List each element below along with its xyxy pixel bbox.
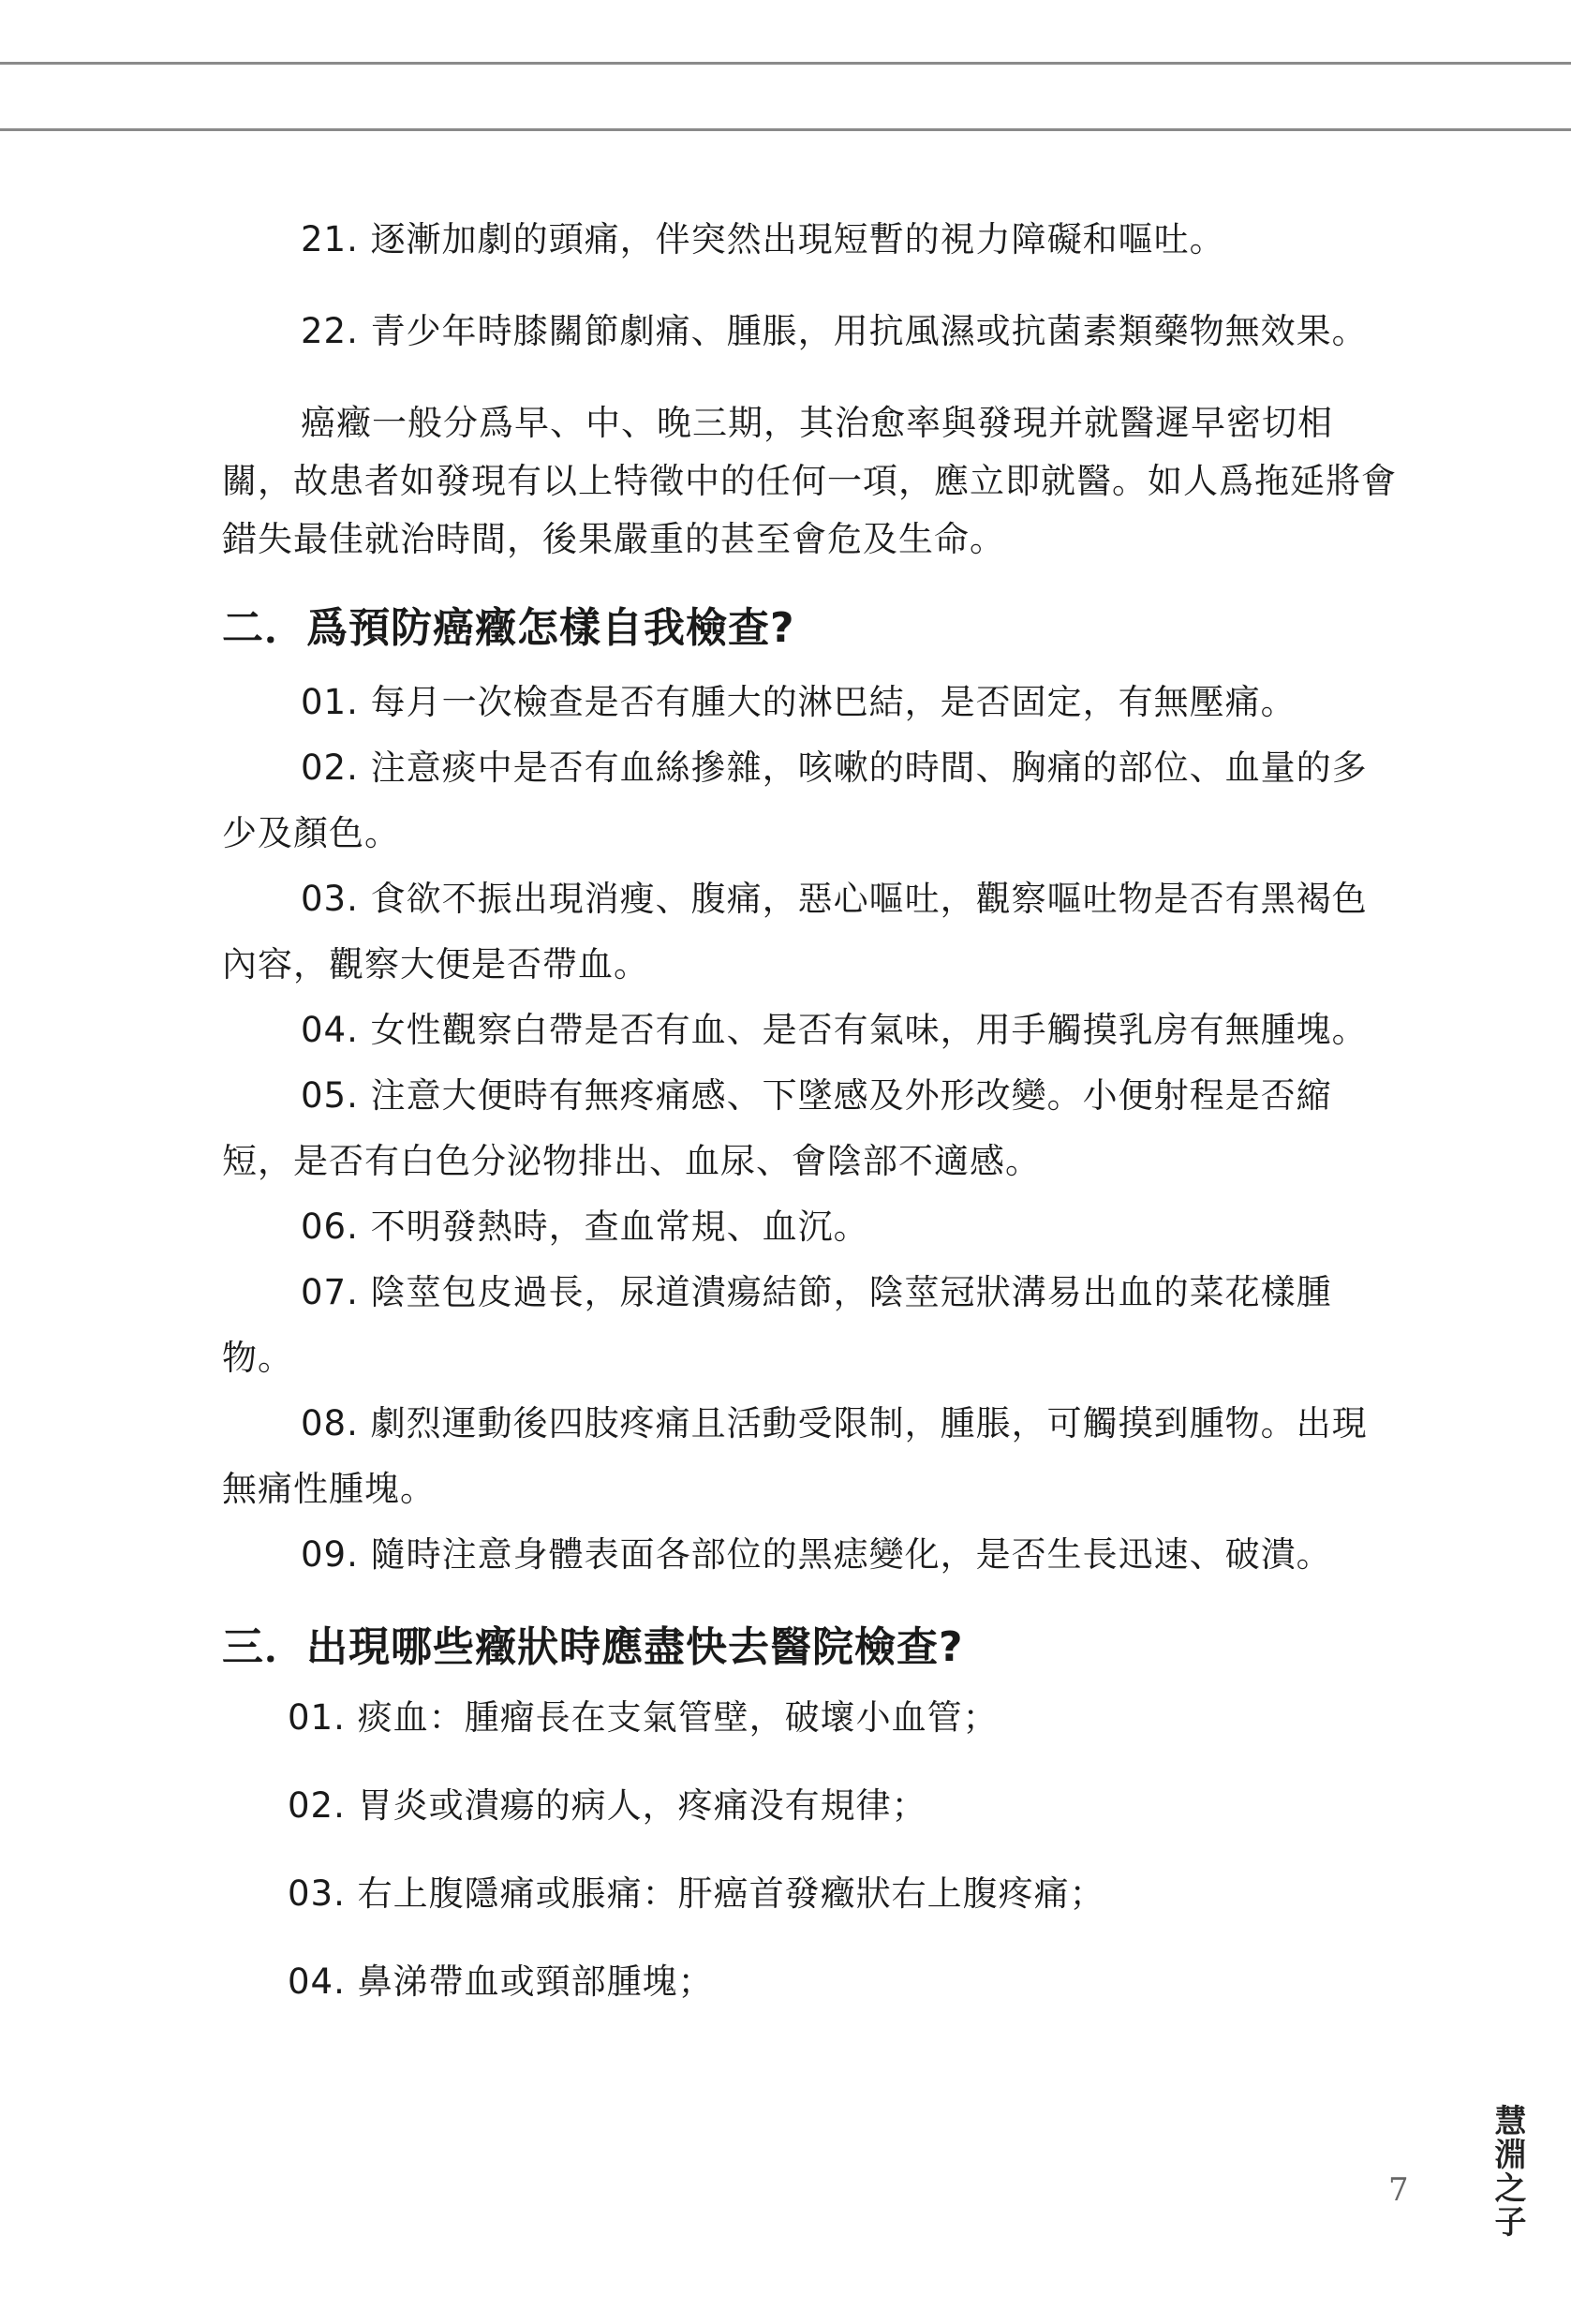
page-number: 7 — [1388, 2171, 1409, 2209]
section-heading-symptoms: 三．出現哪些癥狀時應盡快去醫院檢查? — [222, 1623, 964, 1671]
list-item: 05. 注意大便時有無疼痛感、下墜感及外形改變。小便射程是否縮短，是否有白色分泌物排出、血尿、會陰部不適感。 — [222, 1075, 1332, 1181]
section-heading-self-check: 二．爲預防癌癥怎樣自我檢查? — [222, 604, 795, 652]
self-check-list — [222, 670, 1402, 1588]
list-item: 07. 陰莖包皮過長，尿道潰瘍結節，陰莖冠狀溝易出血的菜花樣腫物。 — [222, 1272, 1332, 1378]
list-item: 01. 每月一次檢查是否有腫大的淋巴結，是否固定，有無壓痛。 — [301, 682, 1297, 722]
side-label: 慧淵之子 — [1489, 2104, 1526, 2239]
list-item: 01. 痰血：腫瘤長在支氣管壁，破壞小血管； — [288, 1697, 999, 1738]
list-item: 21. 逐漸加劇的頭痛，伴突然出現短暫的視力障礙和嘔吐。 — [301, 219, 1225, 259]
header-rule-top — [0, 62, 1571, 65]
list-item: 04. 女性觀察白帶是否有血、是否有氣味，用手觸摸乳房有無腫塊。 — [301, 1010, 1368, 1050]
list-item: 02. 注意痰中是否有血絲摻雜，咳嗽的時間、胸痛的部位、血量的多少及顏色。 — [222, 748, 1368, 853]
body-paragraph: 癌癥一般分爲早、中、晚三期，其治愈率與發現并就醫遲早密切相關，故患者如發現有以上特徵中的任何一項，應立即就醫。如人爲拖延將會錯失最佳就治時間，後果嚴重的甚至會危及生命。 — [222, 403, 1397, 559]
list-item: 03. 食欲不振出現消瘦、腹痛，惡心嘔吐，觀察嘔吐物是否有黑褐色內容，觀察大便是否帶血。 — [222, 879, 1368, 984]
list-item: 08. 劇烈運動後四肢疼痛且活動受限制，腫脹，可觸摸到腫物。出現無痛性腫塊。 — [222, 1403, 1368, 1509]
list-item: 04. 鼻涕帶血或頸部腫塊； — [288, 1961, 714, 2002]
list-item: 03. 右上腹隱痛或脹痛：肝癌首發癥狀右上腹疼痛； — [288, 1873, 1105, 1914]
list-item: 09. 隨時注意身體表面各部位的黑痣變化，是否生長迅速、破潰。 — [301, 1534, 1332, 1575]
list-item: 22. 青少年時膝關節劇痛、腫脹，用抗風濕或抗菌素類藥物無效果。 — [301, 311, 1368, 351]
page-content — [222, 211, 1402, 2041]
symptoms-list — [288, 1689, 1402, 2011]
list-item: 06. 不明發熱時，查血常規、血沉。 — [301, 1206, 869, 1247]
header-rule-bottom — [0, 128, 1571, 131]
list-item: 02. 胃炎或潰瘍的病人，疼痛没有規律； — [288, 1785, 927, 1826]
